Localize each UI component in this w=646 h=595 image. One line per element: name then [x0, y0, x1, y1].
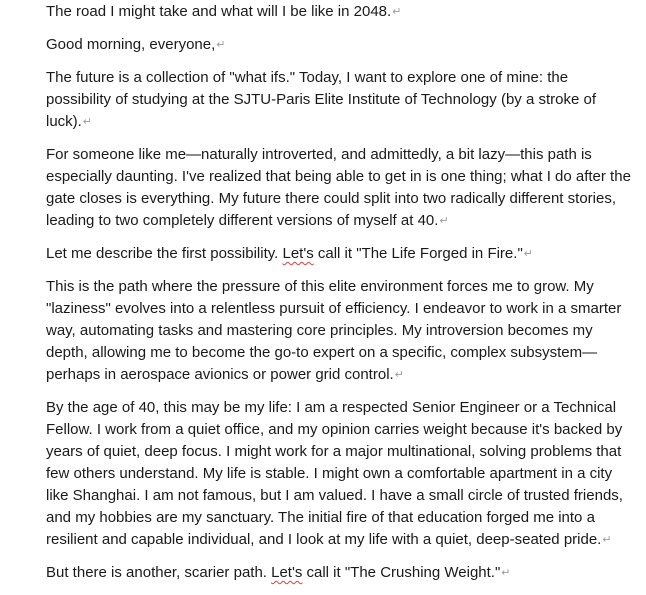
- intro-paragraph: The future is a collection of "what ifs." Today, I want to explore one of mine: the possibility of studying at the SJTU-Paris Elite Institute of Technology (by a stroke of luck).↵: [46, 69, 596, 130]
- context-paragraph: For someone like me—naturally introverted, and admittedly, a bit lazy—this path is especially daunting. I've realized that being able to get in is one thing; what I do after the gate closes is everything. My future there could split into two radically different stories, leading to two completely different versions of myself at 40.↵: [46, 146, 631, 229]
- paragraph-mark-icon: ↵: [501, 567, 511, 579]
- paragraph-mark-icon: ↵: [439, 215, 449, 227]
- first-possibility-paragraph: Let me describe the first possibility. Let's call it "The Life Forged in Fire."↵: [46, 245, 533, 262]
- paragraph-mark-icon: ↵: [394, 369, 404, 381]
- paragraph-mark-icon: ↵: [392, 6, 402, 18]
- second-possibility-paragraph: But there is another, scarier path. Let's call it "The Crushing Weight."↵: [46, 564, 511, 581]
- paragraph-mark-icon: ↵: [216, 39, 226, 51]
- growth-paragraph: This is the path where the pressure of this elite environment forces me to grow. My "laziness" evolves into a relentless pursuit of efficiency. I endeavor to work in a smarter way, automating tasks and mastering core principles. My introversion becomes my depth, allowing me to become the go-to expert on a specific, complex subsystem—perhaps in aerospace avionics or power grid control.↵: [46, 278, 622, 383]
- greeting-paragraph: Good morning, everyone,↵: [46, 36, 226, 53]
- paragraph-mark-icon: ↵: [82, 116, 93, 128]
- spellcheck-underlined-word[interactable]: Let's: [271, 564, 303, 581]
- paragraph-mark-icon: ↵: [602, 534, 612, 546]
- document-body: [46, 0, 636, 595]
- spellcheck-underlined-word[interactable]: Let's: [282, 245, 314, 262]
- paragraph-mark-icon: ↵: [523, 248, 533, 260]
- essay-title: The road I might take and what will I be like in 2048.↵: [46, 3, 402, 20]
- age-forty-paragraph: By the age of 40, this may be my life: I am a respected Senior Engineer or a Technical Fellow. I work from a quiet office, and my opinion carries weight because it's backed by years of quiet, deep focus. I might work for a major multinational, solving problems that few others understand. My life is stable. I might own a comfortable apartment in a city like Shanghai. I am not famous, but I am valued. I have a small circle of trusted friends, and my hobbies are my sanctuary. The initial fire of that education forged me into a resilient and capable individual, and I look at my life with a quiet, deep-seated pride.↵: [46, 399, 623, 548]
